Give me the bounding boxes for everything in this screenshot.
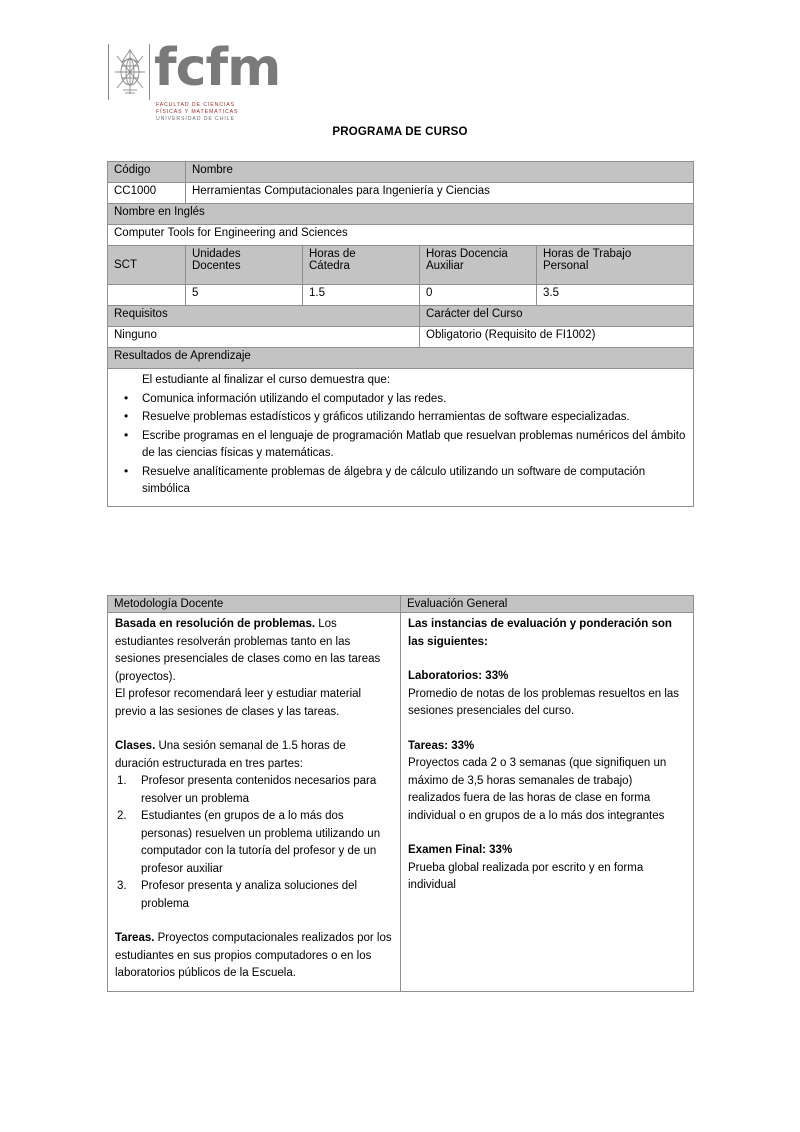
faculty-caption-line1: FACULTAD DE CIENCIAS — [156, 102, 235, 108]
value-sct — [108, 285, 186, 306]
faculty-caption-line3: UNIVERSIDAD DE CHILE — [156, 116, 235, 122]
metodologia-paragraph-2: El profesor recomendará leer y estudiar material previo a las sesiones de clases y las tareas. — [115, 688, 362, 718]
metodologia-paragraph-4 — [115, 930, 393, 983]
header-unidades-docentes-l1: Unidades — [192, 248, 241, 260]
value-caracter: Obligatorio (Requisito de FI1002) — [420, 327, 694, 348]
metodologia-p3-rest: Una sesión semanal de 1.5 horas de duración estructurada en tres partes: — [115, 740, 346, 770]
metodologia-p4-bold: Tareas. — [115, 932, 155, 944]
value-horas-catedra: 1.5 — [303, 285, 420, 306]
list-item: Profesor presenta y analiza soluciones del problema — [141, 880, 358, 910]
spacer — [408, 721, 686, 738]
spacer — [408, 825, 686, 842]
page-title: PROGRAMA DE CURSO — [332, 126, 468, 138]
value-horas-auxiliar: 0 — [420, 285, 537, 306]
header-caracter: Carácter del Curso — [420, 306, 694, 327]
header-unidades-docentes — [186, 246, 303, 285]
outcome-intro: El estudiante al finalizar el curso demuestra que: — [142, 374, 391, 386]
evaluacion-intro: Las instancias de evaluación y ponderación son las siguientes: — [408, 618, 672, 648]
faculty-caption — [156, 102, 238, 123]
header-horas-personal — [537, 246, 694, 285]
metodologia-p1-bold: Basada en resolución de problemas. — [115, 618, 316, 630]
table-row-hours-values — [108, 285, 694, 306]
header-horas-catedra-l2: Cátedra — [309, 260, 350, 272]
table-row-nombre-ingles-header — [108, 204, 694, 225]
value-unidades-docentes: 5 — [186, 285, 303, 306]
resultados-cell — [108, 369, 694, 507]
evaluacion-item1-text: Promedio de notas de los problemas resueltos en las sesiones presenciales del curso. — [408, 687, 680, 717]
header-sct: SCT — [108, 246, 186, 285]
list-item: • Escribe programas en el lenguaje de programación Matlab que resuelvan problemas numéricos del ámbito de las ciencias físicas y matemáticas. — [114, 428, 687, 463]
evaluacion-item2-text: Proyectos cada 2 o 3 semanas (que signifiquen un máximo de 3,5 horas semanales de trabajo) realizados fuera de las horas de clase en forma individual o en grupos de a lo más dos integrantes — [408, 757, 667, 822]
table-row-lower-header — [108, 596, 694, 613]
table-row-hours-header — [108, 246, 694, 285]
metodologia-p4-rest: Proyectos computacionales realizados por los estudiantes en sus propios computadores o en los laboratorios públicos de la Escuela. — [115, 932, 392, 979]
evaluacion-item1-title: Laboratorios: 33% — [408, 670, 509, 682]
faculty-caption-line2: FÍSICAS Y MATEMÁTICAS — [156, 109, 239, 115]
evaluacion-item3-title: Examen Final: 33% — [408, 844, 513, 856]
header-horas-catedra — [303, 246, 420, 285]
header-horas-personal-l1: Horas de Trabajo — [543, 248, 632, 260]
metodologia-p1-rest: Los estudiantes resolverán problemas tanto en las sesiones presenciales de clases como en las tareas (proyectos). — [115, 618, 381, 683]
header-horas-personal-l2: Personal — [543, 260, 589, 272]
table-row-nombre-ingles-value — [108, 225, 694, 246]
value-requisitos: Ninguno — [108, 327, 420, 348]
value-nombre-ingles: Computer Tools for Engineering and Sciences — [108, 225, 694, 246]
metodologia-p3-bold: Clases. — [115, 740, 156, 752]
list-item: • Resuelve analíticamente problemas de álgebra y de cálculo utilizando un software de computación simbólica — [114, 464, 687, 499]
evaluacion-cell — [401, 613, 694, 992]
metodologia-content — [115, 616, 393, 983]
spacer — [408, 651, 686, 668]
header-nombre: Nombre — [186, 162, 694, 183]
course-info-table — [107, 161, 694, 507]
metodologia-paragraph-1 — [115, 616, 393, 686]
header-horas-auxiliar-l1: Horas Docencia — [426, 248, 508, 260]
value-nombre: Herramientas Computacionales para Ingeniería y Ciencias — [186, 183, 694, 204]
spacer — [115, 913, 393, 930]
header-horas-auxiliar — [420, 246, 537, 285]
list-item: Estudiantes (en grupos de a lo más dos personas) resuelven un problema utilizando un computador con la tutoría del profesor y de un profesor auxiliar — [141, 810, 381, 875]
fcfm-wordmark: fcfm — [154, 38, 281, 98]
header-requisitos: Requisitos — [108, 306, 420, 327]
methodology-evaluation-table — [107, 595, 694, 992]
metodologia-cell — [108, 613, 401, 992]
list-item: Profesor presenta contenidos necesarios para resolver un problema — [141, 775, 377, 805]
table-row-requisitos-header — [108, 306, 694, 327]
header-evaluacion: Evaluación General — [401, 596, 694, 613]
header-horas-auxiliar-l2: Auxiliar — [426, 260, 464, 272]
value-codigo: CC1000 — [108, 183, 186, 204]
list-item: • Comunica información utilizando el computador y las redes. — [114, 391, 687, 409]
faculty-logo — [108, 38, 281, 122]
table-row-requisitos-values — [108, 327, 694, 348]
table-row-resultados-body — [108, 369, 694, 507]
header-resultados: Resultados de Aprendizaje — [108, 348, 694, 369]
value-horas-personal: 3.5 — [537, 285, 694, 306]
header-unidades-docentes-l2: Docentes — [192, 260, 241, 272]
table-row-codigo-value — [108, 183, 694, 204]
list-item: • Resuelve problemas estadísticos y gráficos utilizando herramientas de software especializadas. — [114, 409, 687, 427]
table-row-resultados-header — [108, 348, 694, 369]
header-codigo: Código — [108, 162, 186, 183]
university-seal-icon — [108, 44, 150, 100]
evaluacion-item3-text: Prueba global realizada por escrito y en forma individual — [408, 861, 644, 891]
learning-outcomes-list — [114, 372, 687, 499]
table-row-lower-body — [108, 613, 694, 992]
header-metodologia: Metodología Docente — [108, 596, 401, 613]
table-row-codigo-header — [108, 162, 694, 183]
class-structure-steps — [115, 773, 393, 913]
evaluacion-content — [408, 616, 686, 895]
header-horas-catedra-l1: Horas de — [309, 248, 356, 260]
header-nombre-ingles: Nombre en Inglés — [108, 204, 694, 225]
metodologia-paragraph-3 — [115, 738, 393, 773]
spacer — [115, 721, 393, 738]
evaluacion-item2-title: Tareas: 33% — [408, 739, 475, 752]
